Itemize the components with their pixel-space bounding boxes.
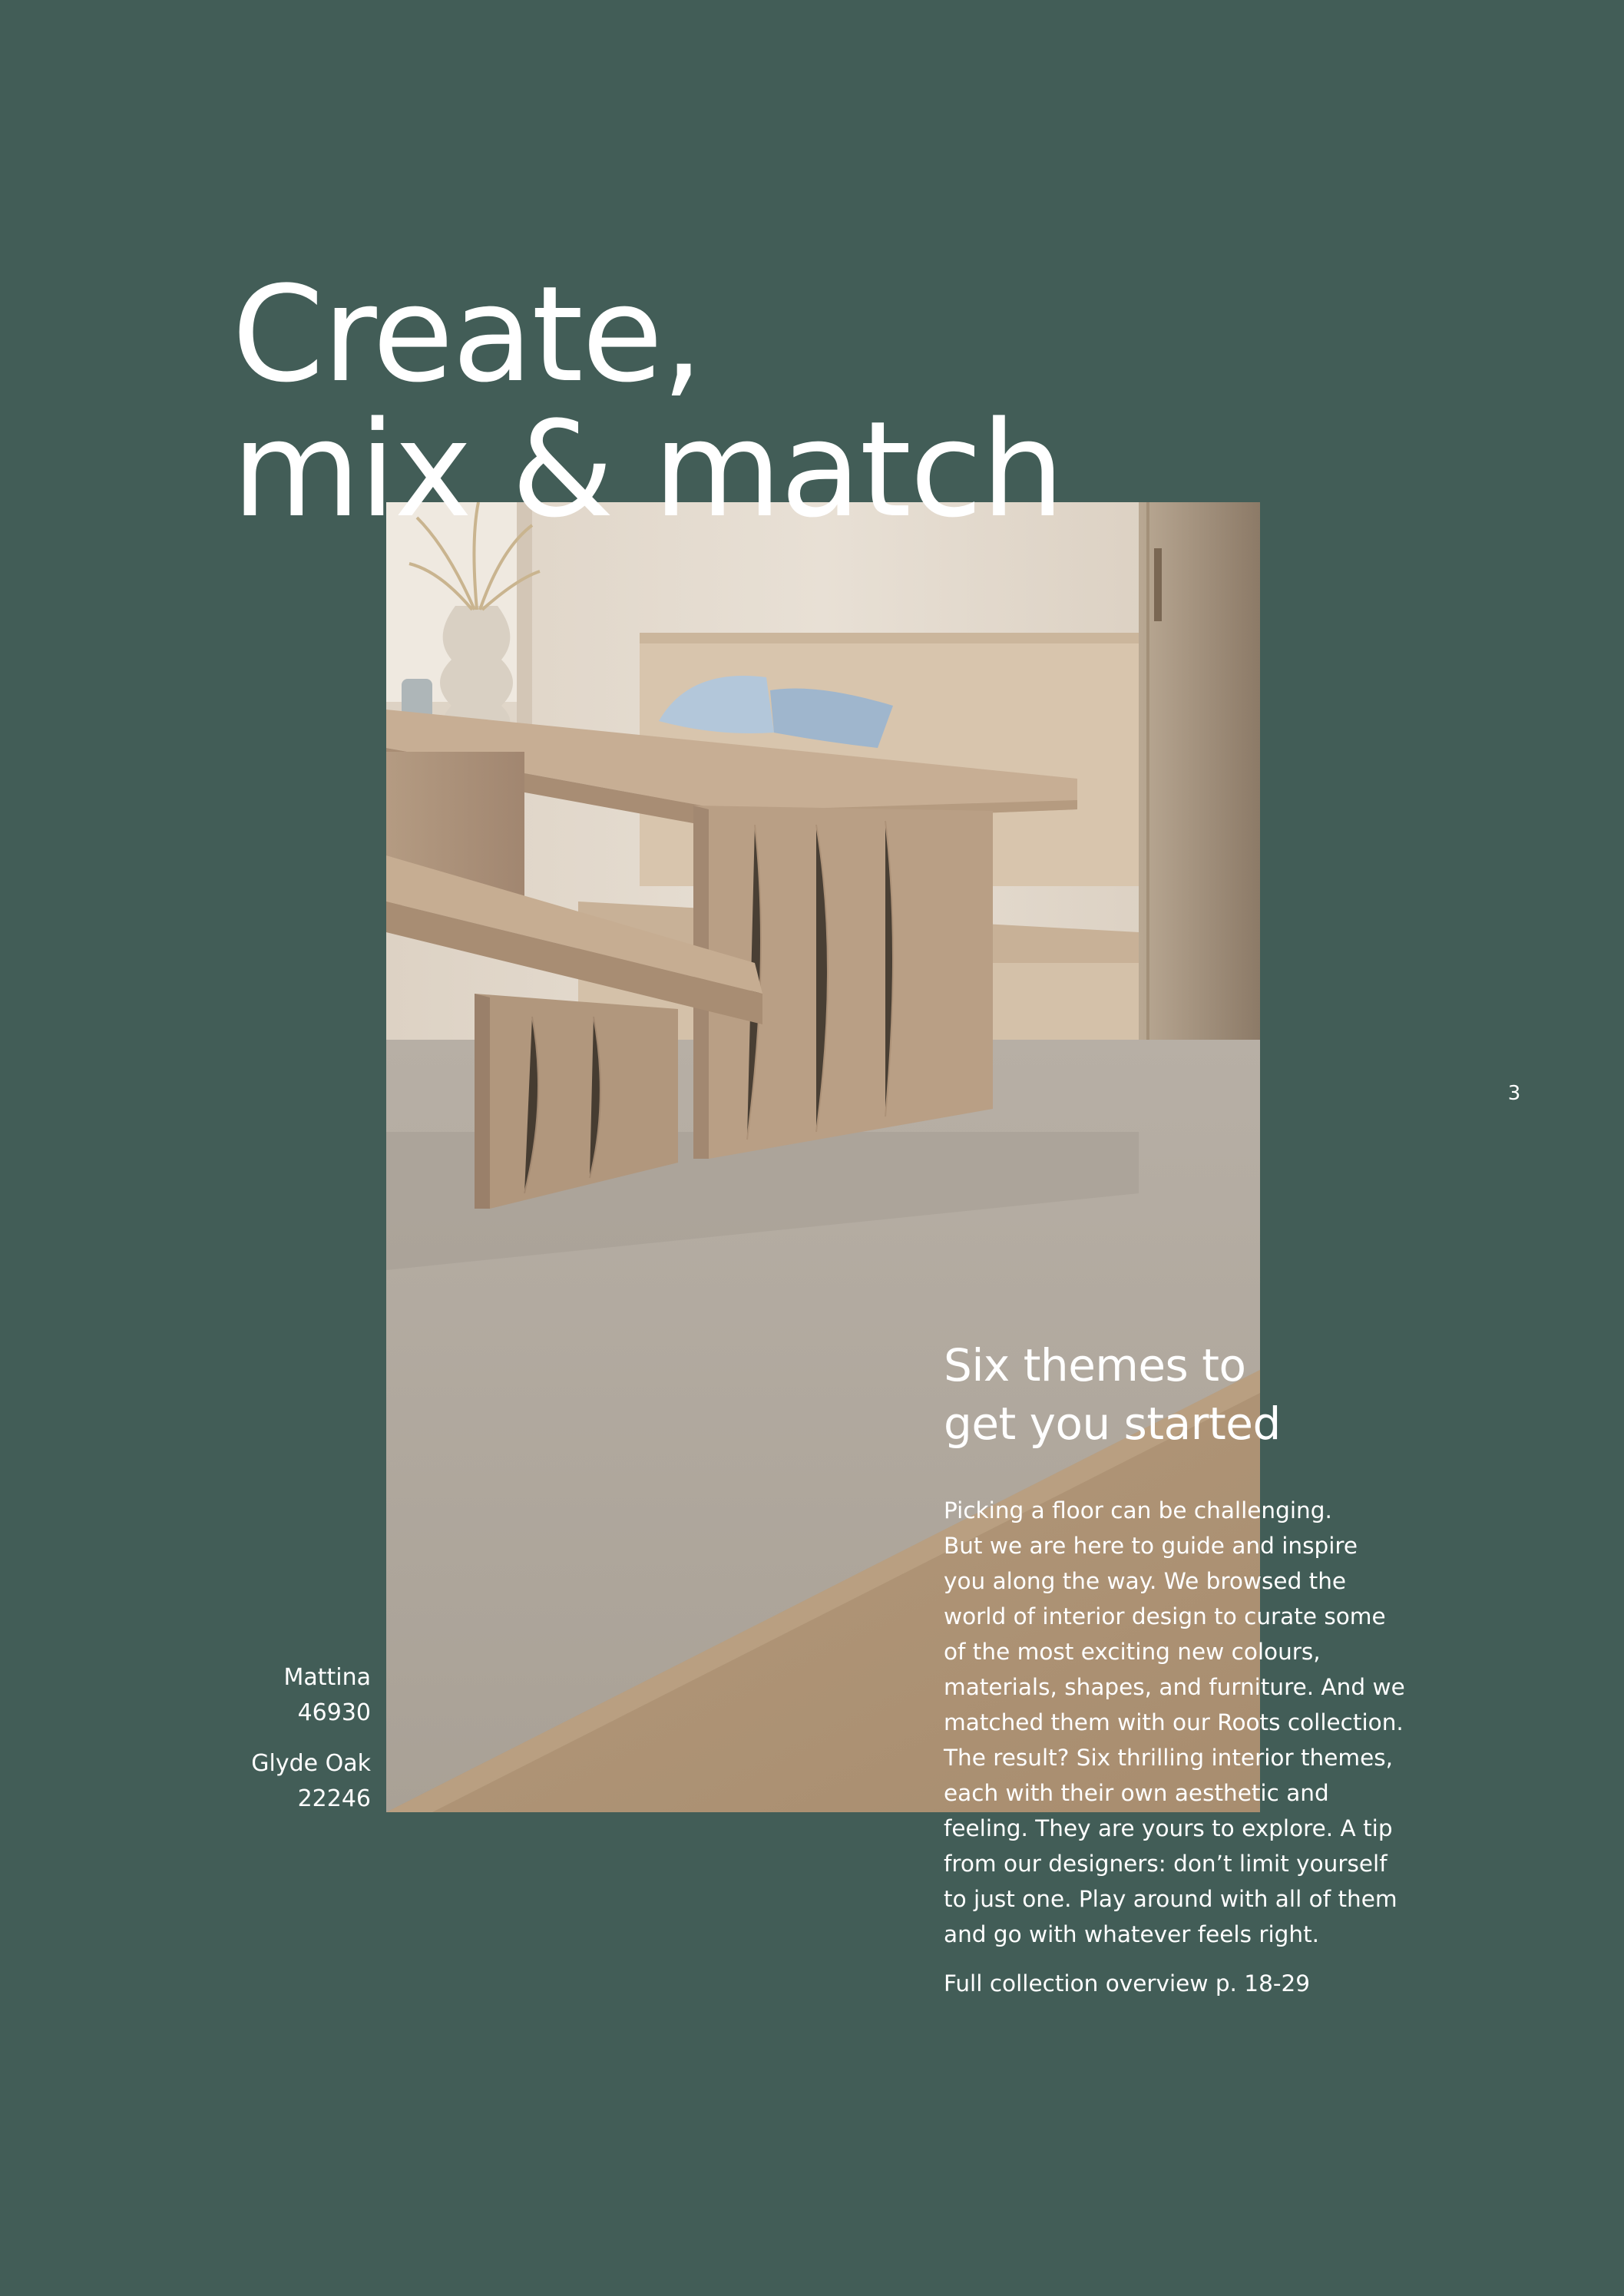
floor-code: 46930 — [297, 1699, 371, 1726]
body-line: feeling. They are yours to explore. A tip — [944, 1815, 1393, 1841]
article-heading — [944, 1336, 1435, 1453]
floor-name: Mattina — [283, 1664, 371, 1691]
article — [944, 1336, 1435, 2001]
floor-captions — [184, 1660, 371, 1832]
body-line: each with their own aesthetic and — [944, 1780, 1329, 1806]
collection-overview-link[interactable]: Full collection overview p. 18-29 — [944, 1970, 1311, 1997]
article-body — [944, 1493, 1435, 1952]
article-heading-line: Six themes to — [944, 1339, 1246, 1391]
floor-code: 22246 — [297, 1785, 371, 1812]
body-line: from our designers: don’t limit yourself — [944, 1851, 1388, 1877]
body-line: and go with whatever feels right. — [944, 1921, 1320, 1947]
body-line: world of interior design to curate some — [944, 1603, 1386, 1629]
floor-caption — [184, 1660, 371, 1731]
body-line: matched them with our Roots collection. — [944, 1709, 1404, 1735]
body-line: to just one. Play around with all of them — [944, 1886, 1397, 1912]
body-line: Picking a floor can be challenging. — [944, 1497, 1332, 1523]
page-title — [232, 257, 1063, 547]
body-line: The result? Six thrilling interior themes, — [944, 1745, 1394, 1771]
body-line: materials, shapes, and furniture. And we — [944, 1674, 1405, 1700]
floor-caption — [184, 1746, 371, 1817]
page-title-line-1: Create, — [232, 257, 703, 412]
body-line: of the most exciting new colours, — [944, 1639, 1321, 1665]
article-heading-line: get you started — [944, 1398, 1281, 1450]
page-number: 3 — [1507, 1082, 1521, 1105]
page-title-line-2: mix & match — [232, 392, 1063, 547]
body-line: But we are here to guide and inspire — [944, 1533, 1358, 1559]
floor-name: Glyde Oak — [251, 1750, 371, 1777]
body-line: you along the way. We browsed the — [944, 1568, 1347, 1594]
